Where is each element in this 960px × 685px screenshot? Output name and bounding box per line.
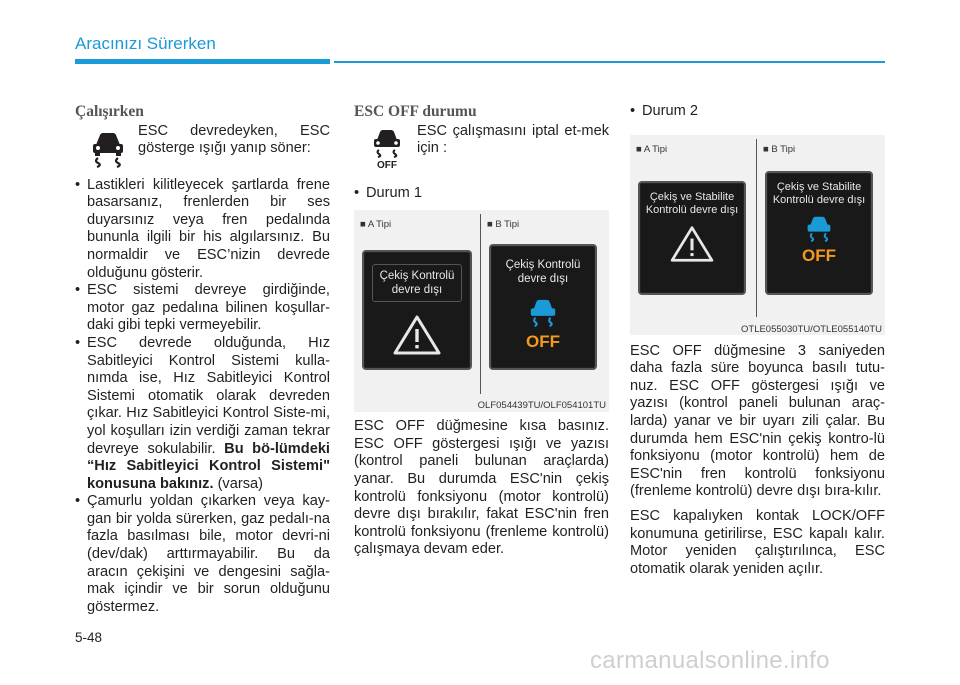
bullet-note: (varsa)	[217, 475, 263, 492]
figure-divider	[756, 139, 757, 317]
header-accent-bar	[75, 59, 330, 64]
section-header-title: Aracınızı Sürerken	[75, 34, 216, 53]
bullet-text: ESC devrede olduğunda, Hız Sabitleyici Kontrol Sistemi kulla-nımda ise, Hız Sabitleyici Kontrol Sistemi otomatik olarak devreden çıkar. Hız Sabitleyici Kontrol Siste-mi, yol koşulları izin verdiği zaman tekrar devreye sokulabilir.	[87, 334, 330, 457]
cluster-panel-type-b	[765, 171, 873, 295]
case-2-label: • Durum 2	[630, 103, 885, 121]
operation-bullet-list	[75, 177, 330, 617]
bullet-item-cruise	[75, 335, 330, 493]
figure-code: OLF054439TU/OLF054101TU	[477, 400, 606, 412]
column-right	[630, 100, 885, 578]
watermark: carmanualsonline.info	[590, 647, 830, 674]
figure-case-1	[354, 210, 609, 412]
figure-divider	[480, 214, 481, 394]
esc-skid-blue-icon	[523, 298, 563, 328]
column-middle	[354, 100, 609, 559]
esc-skid-blue-icon	[800, 215, 838, 243]
bullet-reference: Bu bö-lümdeki “Hız Sabitleyici Kontrol Sistemi" konusuna bakınız.	[87, 440, 330, 492]
esc-off-instruction: ESC çalışmasını iptal et-mek için :	[417, 122, 609, 157]
esc-indicator-text: ESC devredeyken, ESC gösterge ışığı yanıp söner:	[138, 122, 330, 157]
off-indicator: OFF	[526, 331, 560, 351]
figure-label-type-a: ■ A Tipi	[636, 143, 668, 155]
esc-off-icon	[362, 123, 412, 173]
panel-message: Çekiş Kontrolü devre dışı	[372, 264, 462, 302]
bullet-item: • ESC sistemi devreye girdiğinde, motor gaz pedalına bilinen koşullar-daki gibi tepki vermeyebilir.	[75, 282, 330, 335]
case-1-description: ESC OFF düğmesine kısa basınız. ESC OFF göstergesi ışığı ve yazısı (kontrol paneli bulunan araçlarda) yanar. Bu durumda ESC'nin çekiş kontrolü fonksiyonu (motor kontrolü) devre dışı bırakılır, fakat ESC'nin fren kontrolü fonksiyonu (frenleme kontrolü) çalışmaya devam eder.	[354, 418, 609, 558]
warning-triangle-icon	[669, 225, 715, 263]
case-2-description: ESC OFF düğmesine 3 saniyeden daha fazla süre boyunca basılı tutu-nuz. ESC OFF göstergesi ışığı ve yazısı (kontrol paneli bulunan araç-larda) yanar ve bir uyarı zili çalar. Bu durumda hem ESC'nin çekiş kontro-lü fonksiyonu (motor kontrolü) hem de ESC'nin fren kontrolü fonksiyonu (frenleme kontrolü) devre dışı bıra-kılır.	[630, 342, 885, 500]
esc-off-row	[354, 123, 609, 173]
esc-off-icon-label: OFF	[377, 159, 397, 171]
esc-indicator-row	[75, 123, 330, 173]
figure-label-type-b: ■ B Tipi	[487, 219, 520, 231]
section-title-esc-off: ESC OFF durumu	[354, 103, 477, 120]
page-number: 5-48	[75, 630, 103, 645]
bullet-item: • Çamurlu yoldan çıkarken veya kay-gan bir yolda sürerken, gaz pedalı-na fazla basılması bile, motor devri-ni (dev/dak) arttırmayabilir. Bu da aracın çekişini ve dengesini sağla-mak içindir ve bir sorun olduğunu göstermez.	[75, 493, 330, 616]
esc-reset-description: ESC kapalıyken kontak LOCK/OFF konumuna getirilirse, ESC kapalı kalır. Motor yeniden çalıştırılınca, ESC otomatik olarak yeniden açılır.	[630, 507, 885, 577]
cluster-panel-type-b	[489, 244, 597, 370]
figure-label-type-b: ■ B Tipi	[763, 143, 796, 155]
figure-label-type-a: ■ A Tipi	[360, 219, 392, 231]
esc-skid-icon	[83, 123, 133, 173]
panel-message: Çekiş Kontrolü devre dışı	[505, 259, 581, 286]
header-rule	[334, 61, 885, 63]
section-title-operation: Çalışırken	[75, 103, 144, 120]
column-left	[75, 100, 330, 616]
panel-message: Çekiş ve Stabilite Kontrolü devre dışı	[772, 180, 866, 206]
warning-triangle-icon	[392, 314, 442, 356]
case-1-label: • Durum 1	[354, 185, 609, 203]
bullet-item: • Lastikleri kilitleyecek şartlarda frene basarsanız, frenlerden bir ses duyarsınız veya fren pedalında bununla ilgili bir his algılarsınız. Bu normaldir ve ESC’nizin devrede olduğunu gösterir.	[75, 177, 330, 283]
panel-message: Çekiş ve Stabilite Kontrolü devre dışı	[645, 190, 739, 216]
cluster-panel-type-a	[638, 181, 746, 295]
cluster-panel-type-a	[362, 250, 472, 370]
figure-code: OTLE055030TU/OTLE055140TU	[741, 323, 882, 335]
figure-case-2	[630, 135, 885, 335]
off-indicator: OFF	[802, 246, 836, 266]
